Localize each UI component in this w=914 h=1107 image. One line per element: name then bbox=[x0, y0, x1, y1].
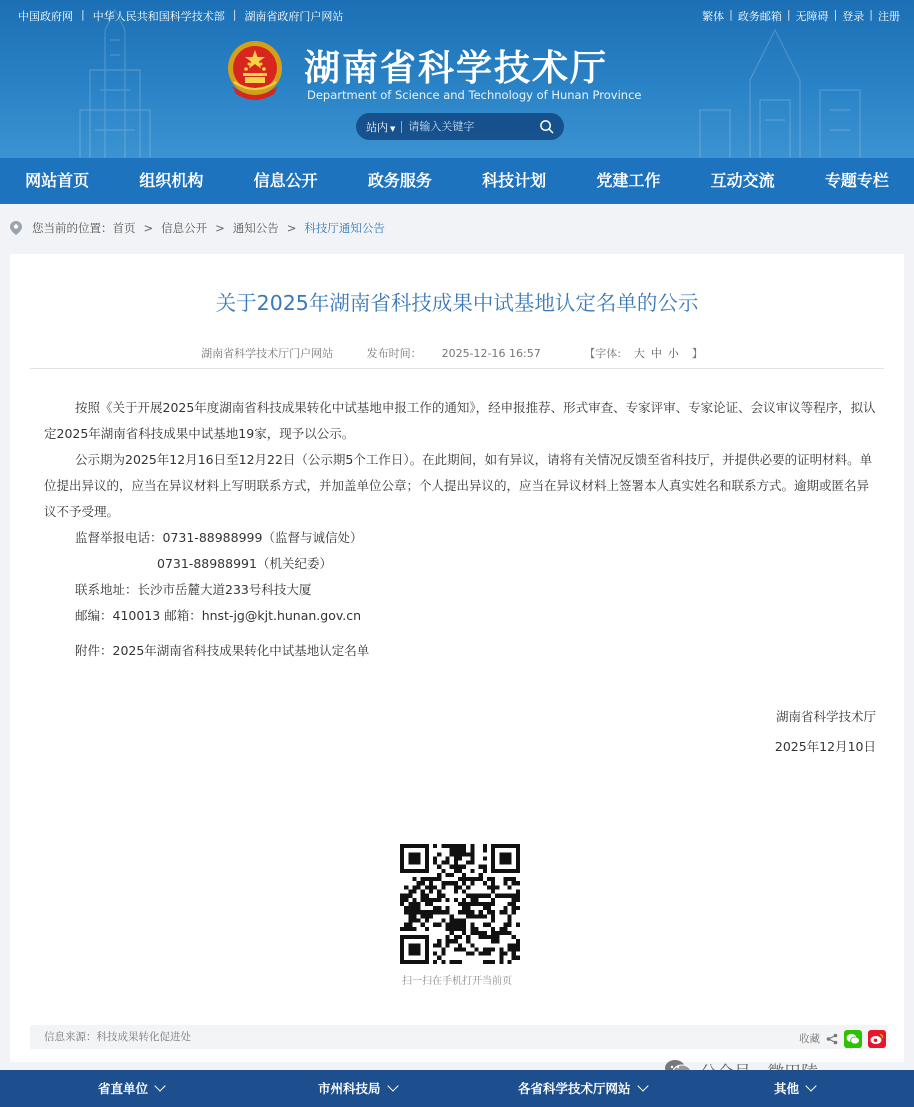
nav-item-sci-plans[interactable]: 科技计划 bbox=[482, 171, 547, 190]
breadcrumb-current[interactable]: 科技厅通知公告 bbox=[304, 221, 385, 235]
footer-others[interactable]: 其他 bbox=[774, 1070, 815, 1107]
info-source: 信息来源：科技成果转化促进处 bbox=[44, 1031, 191, 1043]
font-size-medium[interactable]: 中 bbox=[650, 347, 662, 360]
breadcrumb-separator: > bbox=[143, 221, 154, 235]
site-subtitle: Department of Science and Technology of Hunan Province bbox=[307, 88, 642, 102]
weibo-share-button[interactable] bbox=[868, 1030, 886, 1048]
qr-code-icon bbox=[400, 844, 520, 964]
breadcrumb-notices[interactable]: 通知公告 bbox=[232, 221, 279, 235]
article-site: 湖南省科学技术厅门户网站 bbox=[201, 347, 334, 360]
chevron-down-icon bbox=[154, 1080, 165, 1091]
font-size-large[interactable]: 大 bbox=[633, 347, 645, 360]
font-size-small[interactable]: 小 bbox=[667, 347, 679, 360]
chevron-down-icon bbox=[387, 1080, 398, 1091]
link-register[interactable]: 注册 bbox=[878, 10, 900, 23]
signature-date: 2025年12月10日 bbox=[774, 739, 876, 754]
postal-line: 邮编：410013 邮箱：hnst-jg@kjt.hunan.gov.cn bbox=[75, 608, 362, 623]
article-meta bbox=[10, 345, 904, 361]
nav-item-info-disclosure[interactable]: 信息公开 bbox=[253, 171, 318, 190]
qr-caption: 扫一扫在手机打开当前页 bbox=[402, 976, 512, 987]
search-box bbox=[356, 113, 564, 140]
chevron-down-icon bbox=[637, 1080, 648, 1091]
location-pin-icon bbox=[10, 221, 22, 235]
article-panel bbox=[10, 254, 904, 1062]
footer-city-sci-bureaus[interactable]: 市州科技局 bbox=[318, 1070, 397, 1107]
breadcrumb-prefix: 您当前的位置： bbox=[32, 221, 113, 235]
paragraph: 公示期为2025年12月16日至12月22日（公示期5个工作日）。在此期间，如有异议，请将有关情况反馈至省科技厅，并提供必要的证明材料。单位提出异议的，应当在异议材料上写明联系方式，并加盖单位公章；个人提出异议的，应当在异议材料上签署本人真实姓名和联系方式。逾期或匿名异议不予受理。 bbox=[44, 452, 873, 519]
phone-line: 监督举报电话：0731-88988999（监督与诚信处） bbox=[75, 530, 363, 545]
signature: 湖南省科学技术厅 bbox=[775, 709, 876, 724]
article-title: 关于2025年湖南省科技成果中试基地认定名单的公示 bbox=[215, 291, 699, 315]
breadcrumb-home[interactable]: 首页 bbox=[112, 221, 136, 235]
nav-item-party-building[interactable]: 党建工作 bbox=[596, 171, 661, 190]
publish-time: 发布时间： 2025-12-16 16:57 bbox=[366, 347, 541, 360]
search-icon[interactable] bbox=[539, 119, 554, 134]
nav-item-organization[interactable]: 组织机构 bbox=[139, 171, 204, 190]
nav-item-gov-services[interactable]: 政务服务 bbox=[367, 171, 432, 190]
article-actions bbox=[799, 1027, 886, 1051]
separator: | bbox=[81, 8, 85, 21]
link-gov-mail[interactable]: 政务邮箱 bbox=[737, 10, 782, 23]
link-gov-cn[interactable]: 中国政府网 bbox=[18, 10, 73, 23]
paragraph: 按照《关于开展2025年度湖南省科技成果转化中试基地申报工作的通知》，经申报推荐、形式审查、专家评审、专家论证、会议审议等程序，拟认定2025年湖南省科技成果中试基地19家，现予以公示。 bbox=[44, 400, 876, 441]
site-title[interactable]: 湖南省科学技术厅 bbox=[304, 48, 609, 89]
chevron-down-icon bbox=[805, 1080, 816, 1091]
wechat-share-button[interactable] bbox=[844, 1030, 862, 1048]
article-body bbox=[44, 395, 876, 629]
link-accessibility[interactable]: 无障碍 bbox=[795, 10, 829, 23]
separator: | bbox=[729, 8, 733, 21]
favorite-button[interactable]: 收藏 bbox=[799, 1033, 820, 1045]
footer-provincial-sci-sites[interactable]: 各省科学技术厅网站 bbox=[518, 1070, 647, 1107]
link-traditional[interactable]: 繁体 bbox=[702, 10, 725, 23]
breadcrumb-separator: > bbox=[215, 221, 225, 235]
attachment-link[interactable]: 附件：2025年湖南省科技成果转化中试基地认定名单 bbox=[75, 643, 370, 658]
nav-item-home[interactable]: 网站首页 bbox=[25, 171, 90, 190]
info-source-bar bbox=[30, 1025, 888, 1049]
footer-links bbox=[0, 1070, 914, 1107]
separator: | bbox=[869, 8, 873, 21]
share-icon[interactable] bbox=[826, 1033, 838, 1045]
separator: | bbox=[232, 8, 237, 21]
nav-item-special-topics[interactable]: 专题专栏 bbox=[824, 171, 889, 190]
search-scope-select[interactable]: 站内 ▼ bbox=[366, 120, 396, 134]
wechat-icon bbox=[846, 1033, 860, 1045]
site-header bbox=[0, 0, 914, 158]
national-emblem-icon[interactable] bbox=[224, 38, 286, 104]
main-nav bbox=[0, 158, 914, 204]
top-links-bar bbox=[18, 8, 900, 24]
footer-provincial-units[interactable]: 省直单位 bbox=[98, 1070, 164, 1107]
address-line: 联系地址：长沙市岳麓大道233号科技大厦 bbox=[75, 582, 312, 597]
breadcrumb-info-disclosure[interactable]: 信息公开 bbox=[161, 221, 208, 235]
divider bbox=[401, 121, 402, 133]
separator: | bbox=[786, 8, 791, 21]
caret-down-icon: ▼ bbox=[390, 124, 396, 133]
weibo-icon bbox=[870, 1033, 884, 1045]
breadcrumb bbox=[10, 218, 385, 238]
link-hunan-gov[interactable]: 湖南省政府门户网站 bbox=[244, 10, 344, 23]
signature-block bbox=[44, 704, 876, 760]
separator: | bbox=[833, 8, 838, 21]
font-size-switcher: 【字体: 大 中 小 】 bbox=[584, 347, 703, 360]
building-decoration-right-icon bbox=[690, 10, 890, 158]
attachment-block bbox=[44, 638, 876, 664]
nav-item-interaction[interactable]: 互动交流 bbox=[710, 171, 775, 190]
breadcrumb-separator: > bbox=[286, 221, 297, 235]
phone-line: 0731-88988991（机关纪委） bbox=[157, 556, 332, 571]
search-input[interactable] bbox=[408, 120, 538, 133]
link-login[interactable]: 登录 bbox=[842, 10, 865, 23]
divider bbox=[30, 368, 884, 369]
link-most[interactable]: 中华人民共和国科学技术部 bbox=[92, 10, 225, 23]
